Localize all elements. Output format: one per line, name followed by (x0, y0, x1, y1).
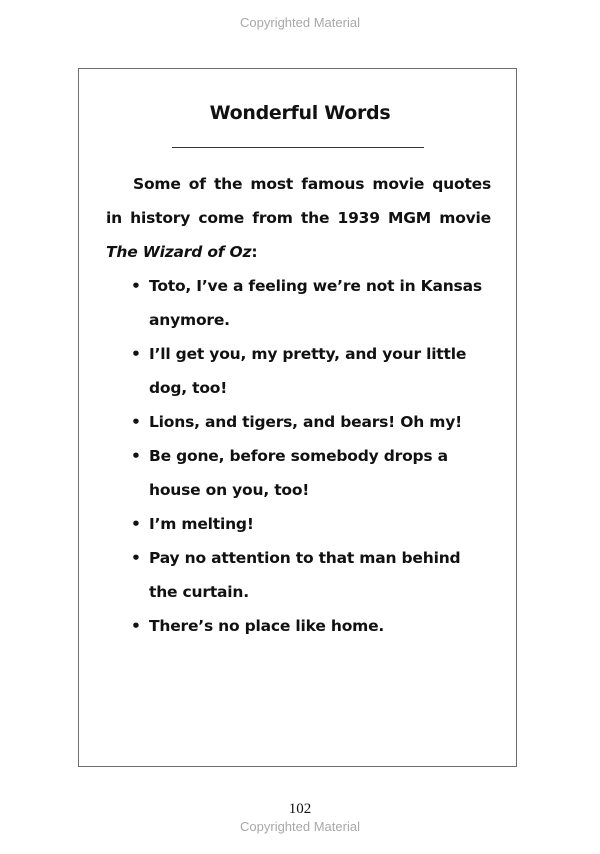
list-item (131, 439, 491, 507)
list-item (131, 337, 491, 405)
intro-paragraph (106, 167, 491, 269)
movie-title: The Wizard of Oz (106, 243, 252, 261)
intro-colon: : (251, 243, 258, 261)
bullet: • (131, 515, 141, 533)
quote-text: Be gone, before somebody drops a house on you, too! (149, 447, 448, 499)
copyright-watermark-bottom: Copyrighted Material (240, 819, 360, 834)
quote-text: Lions, and tigers, and bears! Oh my! (149, 413, 462, 431)
title-divider (172, 147, 424, 148)
bullet: • (131, 413, 141, 431)
bullet: • (131, 277, 141, 295)
page-number: 102 (288, 801, 312, 817)
list-item (131, 405, 491, 439)
list-item (131, 541, 491, 609)
bullet: • (131, 549, 141, 567)
page-title: Wonderful Words (209, 102, 391, 124)
bullet: • (131, 345, 141, 363)
quote-text: I’ll get you, my pretty, and your little dog, too! (149, 345, 467, 397)
quote-text: Toto, I’ve a feeling we’re not in Kansas anymore. (149, 277, 482, 329)
quote-list (131, 269, 491, 643)
intro-text: Some of the most famous movie quotes in history come from the 1939 MGM movie (106, 175, 491, 227)
list-item (131, 507, 491, 541)
copyright-watermark-top: Copyrighted Material (240, 15, 360, 30)
quote-text: There’s no place like home. (149, 617, 385, 635)
list-item (131, 609, 491, 643)
bullet: • (131, 617, 141, 635)
quote-text: Pay no attention to that man behind the curtain. (149, 549, 461, 601)
list-item (131, 269, 491, 337)
quote-text: I’m melting! (149, 515, 254, 533)
bullet: • (131, 447, 141, 465)
